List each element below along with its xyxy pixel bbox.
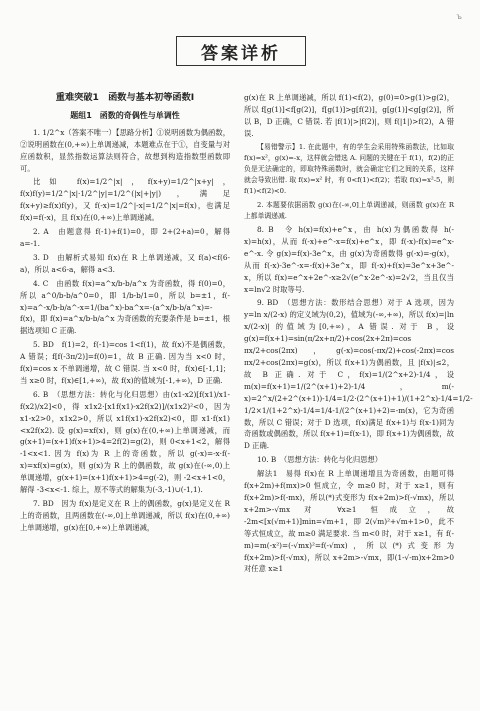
answer-8: 8. B 令 h(x)=f(x)+e^x，由 h(x)为偶函数得 h(-x)=h(x)，从而 f(-x)+e^-x=f(x)+e^x，即 f(-x)-f(x)=e^x-e^-x. 令 g(x)=f(x)-3e^x，由 g(x)为奇函数得 g(-x)=-g(x)，从而 f(-x)-3e^-x=-f(x)+3e^x，即 f(-x)+f(x)=3e^x+3e^-x，所以 f(x)=e^x+2e^-x≥2√(e^x·2e^-x)=2√2，当且仅当 x=ln√2 时取等号. xyxy=(244,225,454,294)
answer-7-cont: g(x)在 R 上单调递减，所以 f(1)<f(2)，g(0)=0>g(1)>g(2)，所以 f[g(1)]<f[g(2)]，f[g(1)]>g[f(2)]，g[g(1)]<g[g(2)]，所以 B，D 正确，C 错误. 若 |f(1)|>|f(2)|，则 f(|1|)>f(2)，A 错误. xyxy=(244,93,454,138)
left-column xyxy=(20,92,230,536)
right-column xyxy=(244,92,473,577)
answer-1: 1. 1/2^x（答案不唯一）【思路分析】①说明函数为偶函数，②说明函数在(0,+∞)上单调递减，本题难点在于①，自变量与对应函数积，显然指数运算法则符合，故想到构造指数型函数即可。 xyxy=(20,127,230,173)
answer-2: 2. A 由题意得 f(-1)+f(1)=0，即 2+(2+a)=0，解得 a=-1. xyxy=(20,227,230,248)
answer-4: 4. C 由函数 f(x)=a^x/b-b/a^x 为奇函数，得 f(0)=0，所以 a^0/b-b/a^0=0，即 1/b-b/1=0，所以 b=±1，f(-x)=a^-x/b-b/a^-x=1/(ba^x)-ba^x=-(a^x/b-b/a^x)=-f(x)，即 f(x)=a^x/b-b/a^x 为奇函数的充要条件是 b=±1，根据选项知 C 正确. xyxy=(20,278,230,336)
answer-banner: 答案详析 xyxy=(176,36,306,66)
answer-9: 9. BD （思想方法：数形结合思想）对于 A 选项，因为 y=ln x/(2-x) 的定义域为(0,2)，值域为(-∞,+∞)，所以 f(x)=|ln x/(2-x)| 的值域为[0,+∞)，A 错误. 对于 B，设 g(x)=f(x+1)=sin(π/2x+π/2)+cos(2x+2π)=cos πx/2+cos(2πx)，g(-x)=cos(-πx/2)+cos(-2πx)=cos πx/2+cos(2πx)=g(x)，所以 f(x+1)为偶函数，且 |f(x)|≤2，故 B 正确. 对于 C，f(x)=1/(2^x+2)-1/4，设 m(x)=f(x+1)=1/(2^(x+1)+2)-1/4，m(-x)=2^x/(2+2^(x+1))-1/4=1/2·(2^(x+1)+1)/(1+2^x)-1/4=1/2-1/2×1/(1+2^x)-1/4=1/4-1/(2^(x+1)+2)=-m(x)，它为奇函数，所以 C 错误；对于 D 选项，f(x)满足 f(x+1)与 f(x-1)同为奇函数或偶函数，所以 f(x+1)=f(x-1)，即 f(x+1)为偶函数，故 D 正确. xyxy=(244,298,473,451)
answer-5: 5. BD f(1)=2，f(-1)=cos 1<f(1)，故 f(x)不是偶函数，A 错误；f[f(-3π/2)]=f(0)=1，故 B 正确. 因为当 x<0 时，f(x)=cos x 不单调递增，故 C 错误. 当 x<0 时，f(x)∈[-1,1]；当 x≥0 时，f(x)∈[1,+∞)，故 f(x)的值域为[-1,+∞)，D 正确. xyxy=(20,340,230,385)
corner-mark: ъ xyxy=(456,12,462,21)
error-warning-note-2: 2. 本题要依据函数 g(x)在(-∞,0]上单调递减，则函数 g(x)在 R 上都单调递减. xyxy=(244,200,454,220)
answer-6: 6. B （思想方法：转化与化归思想）由(x1-x2)[f(x1)/x1-f(x2)/x2]<0，得 x1x2·[x1f(x1)-x2f(x2)]/(x1x2)²<0，因为 x1-x2>0，x1x2>0，所以 x1f(x1)-x2f(x2)<0，即 x1·f(x1)<x2f(x2). 设 g(x)=xf(x)，则 g(x)在(0,+∞)上单调递减，而 g(x+1)=(x+1)f(x+1)>4=2f(2)=g(2)，则 0<x+1<2，解得 -1<x<1. 因为 f(x)为 R 上的奇函数，所以 g(-x)=-x·f(-x)=xf(x)=g(x)，则 g(x)为 R 上的偶函数，故 g(x)在(-∞,0)上单调递增，g(x+1)=(x+1)f(x+1)>4=g(-2)，则 -2<x+1<0，解得 -3<x<-1. 综上，原不等式的解集为(-3,-1)∪(-1,1). xyxy=(20,389,230,495)
answer-3: 3. D 由解析式易知 f(x)在 R 上单调递减，又 f(a)<f(6-a)，所以 a<6-a，解得 a<3. xyxy=(20,252,230,274)
answer-1-cont: 比如 f(x)=1/2^|x|，f(x+y)=1/2^|x+y|，f(x)f(y)=1/2^|x|·1/2^|y|=1/2^(|x|+|y|)，满足 f(x+y)≥f(x)f(y)，又 f(-x)=1/2^|-x|=1/2^|x|=f(x)，也满足 f(x)=f(-x)，且 f(x)在(0,+∞)上单调递减。 xyxy=(20,177,230,223)
section-title: 重难突破1 函数与基本初等函数Ⅰ xyxy=(55,92,195,103)
answer-10: 10. B （思想方法：转化与化归思想） xyxy=(257,455,383,465)
answer-10-method-1: 解法1 易得 f(x)在 R 上单调递增且为奇函数，由题可得 f(x+2m)+f(mx)>0 恒成立，令 m≥0 时，对于 x≥1，则有 f(x+2m)>f(-mx)，所以(*)式变形为 f(x+2m)>f(-√mx)，所以 x+2m>-√mx 对 ∀x≥1 恒成立，故 -2m<[x(√m+1)]min=√m+1，即 2(√m)²+√m+1>0，此不等式恒成立，故 m≥0 满足要求. 当 m<0 时，对于 x≥1，有 f(-m)=m(-x²)=(-√mx)²=f(-√mx)，所以(*)式变形为 f(x+2m)>f(-√mx)，所以 x+2m>-√mx，即(1-√-m)x+2m>0 对任意 x≥1 xyxy=(244,469,454,574)
topic-title: 题组1 函数的奇偶性与单调性 xyxy=(70,110,180,120)
error-warning-note: 【易错警示】1. 在此题中，有的学生会采用特殊函数法，比如取 f(x)=x²，g(x)=-x，这样就会错选 A. 问题的关键在于 f(1)，f(2)的正负是无法确定的，即取特殊函数时，就会确定它们之间的关系，这样就会导致出错. 取 f(x)=x² 时，有 0<f(1)<f(2)；若取 f(x)=x²-5，则 f(1)<f(2)<0. xyxy=(244,142,454,196)
answer-7: 7. BD 因为 f(x)是定义在 R 上的偶函数，g(x)是定义在 R 上的奇函数，且两函数在(-∞,0]上单调递减，所以 f(x)在(0,+∞)上单调递增，g(x)在[0,+∞)上单调递减， xyxy=(20,499,230,532)
